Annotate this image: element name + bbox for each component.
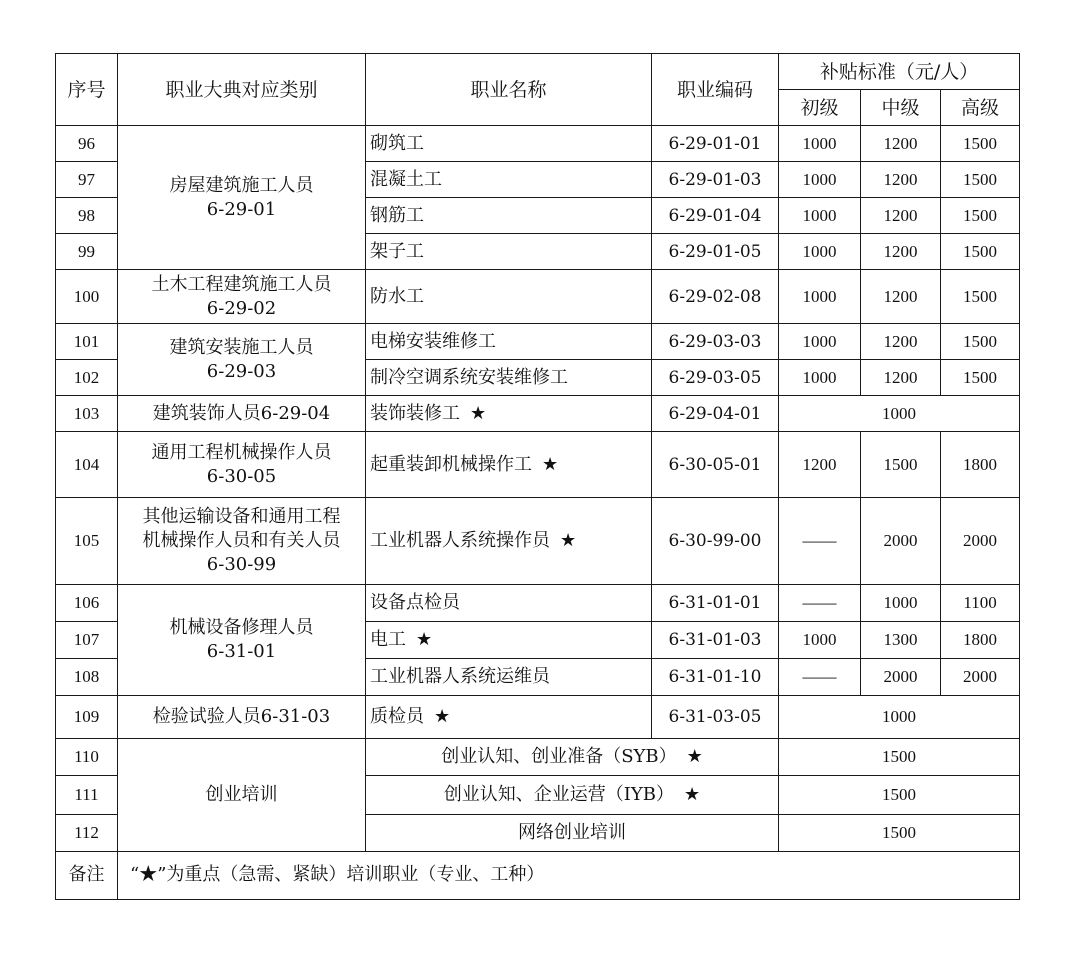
seq-cell: 98: [56, 198, 118, 234]
occupation-name: [366, 498, 652, 584]
category-label: 通用工程机械操作人员: [151, 441, 332, 463]
middle-value: 1200: [861, 360, 941, 396]
category-cell: 建筑装饰人员6-29-04: [118, 396, 366, 432]
middle-value: 1200: [861, 198, 941, 234]
header-seq: 序号: [56, 54, 118, 126]
header-subsidy: 补贴标准（元/人）: [779, 54, 1020, 90]
junior-value: 1000: [779, 198, 861, 234]
occupation-code: 6-29-01-03: [652, 162, 779, 198]
senior-value: 1500: [941, 234, 1020, 270]
training-name: [366, 775, 779, 814]
seq-cell: 105: [56, 498, 118, 584]
middle-value: 2000: [861, 498, 941, 584]
training-name: [366, 738, 779, 775]
seq-cell: 110: [56, 738, 118, 775]
junior-value: 1000: [779, 324, 861, 360]
senior-value: 1500: [941, 198, 1020, 234]
middle-value: 2000: [861, 658, 941, 695]
seq-cell: 107: [56, 621, 118, 658]
middle-value: 1200: [861, 234, 941, 270]
senior-value: 1500: [941, 162, 1020, 198]
junior-value: 1000: [779, 360, 861, 396]
note-label: 备注: [56, 851, 118, 899]
flat-subsidy-value: 1000: [779, 396, 1020, 432]
occupation-code: 6-31-01-03: [652, 621, 779, 658]
header-middle: 中级: [861, 90, 941, 126]
category-label-line2: 机械操作人员和有关人员: [142, 529, 341, 551]
flat-subsidy-value: 1000: [779, 695, 1020, 738]
category-label: 其他运输设备和通用工程: [142, 505, 341, 527]
category-code: 6-30-99: [206, 553, 277, 575]
occupation-label: 电工: [370, 628, 406, 650]
occupation-code: 6-29-03-05: [652, 360, 779, 396]
occupation-name: 工业机器人系统运维员: [366, 658, 652, 695]
occupation-name: [366, 621, 652, 658]
senior-value: 1500: [941, 360, 1020, 396]
seq-cell: 103: [56, 396, 118, 432]
star-icon: ★: [560, 529, 577, 551]
occupation-label: 质检员: [370, 705, 424, 727]
category-cell: [118, 324, 366, 396]
occupation-code: 6-29-04-01: [652, 396, 779, 432]
occupation-code: 6-30-05-01: [652, 432, 779, 498]
occupation-name: [366, 432, 652, 498]
training-label: 创业认知、创业准备（SYB）: [441, 745, 677, 767]
table-row: [56, 324, 1020, 360]
header-junior: 初级: [779, 90, 861, 126]
middle-value: 1000: [861, 584, 941, 621]
senior-value: 2000: [941, 658, 1020, 695]
occupation-name: 混凝土工: [366, 162, 652, 198]
category-code: 6-31-01: [206, 640, 277, 662]
occupation-label: 工业机器人系统操作员: [370, 529, 550, 551]
seq-cell: 101: [56, 324, 118, 360]
table-row: [56, 584, 1020, 621]
occupation-code: 6-29-01-05: [652, 234, 779, 270]
category-cell: [118, 432, 366, 498]
occupation-code: 6-29-01-04: [652, 198, 779, 234]
seq-cell: 96: [56, 126, 118, 162]
flat-subsidy-value: 1500: [779, 775, 1020, 814]
star-icon: ★: [434, 705, 451, 727]
category-cell: [118, 126, 366, 270]
category-label: 土木工程建筑施工人员: [151, 273, 332, 295]
middle-value: 1300: [861, 621, 941, 658]
category-code: 6-30-05: [206, 465, 277, 487]
star-icon: ★: [416, 628, 433, 650]
junior-value: ——: [779, 584, 861, 621]
middle-value: 1500: [861, 432, 941, 498]
subsidy-table: [55, 53, 1020, 900]
table-row: [56, 396, 1020, 432]
flat-subsidy-value: 1500: [779, 738, 1020, 775]
occupation-name: 制冷空调系统安装维修工: [366, 360, 652, 396]
occupation-name: 电梯安装维修工: [366, 324, 652, 360]
occupation-code: 6-29-01-01: [652, 126, 779, 162]
middle-value: 1200: [861, 270, 941, 324]
occupation-name: 防水工: [366, 270, 652, 324]
occupation-code: 6-31-01-10: [652, 658, 779, 695]
star-icon: ★: [686, 745, 703, 767]
star-icon: ★: [470, 402, 487, 424]
seq-cell: 99: [56, 234, 118, 270]
senior-value: 1100: [941, 584, 1020, 621]
senior-value: 2000: [941, 498, 1020, 584]
middle-value: 1200: [861, 324, 941, 360]
occupation-name: 钢筋工: [366, 198, 652, 234]
header-row: [56, 54, 1020, 90]
table-row: [56, 432, 1020, 498]
occupation-code: 6-30-99-00: [652, 498, 779, 584]
occupation-code: 6-29-03-03: [652, 324, 779, 360]
header-category: 职业大典对应类别: [118, 54, 366, 126]
occupation-label: 装饰装修工: [370, 402, 460, 424]
occupation-name: 砌筑工: [366, 126, 652, 162]
occupation-code: 6-31-03-05: [652, 695, 779, 738]
occupation-name: 设备点检员: [366, 584, 652, 621]
middle-value: 1200: [861, 162, 941, 198]
category-cell: 创业培训: [118, 738, 366, 851]
occupation-name: [366, 695, 652, 738]
category-code: 6-29-02: [206, 297, 277, 319]
occupation-name: 架子工: [366, 234, 652, 270]
seq-cell: 100: [56, 270, 118, 324]
category-cell: 检验试验人员6-31-03: [118, 695, 366, 738]
junior-value: 1000: [779, 234, 861, 270]
star-icon: ★: [542, 453, 559, 475]
senior-value: 1800: [941, 432, 1020, 498]
table-row: [56, 738, 1020, 775]
senior-value: 1800: [941, 621, 1020, 658]
occupation-name: [366, 396, 652, 432]
seq-cell: 109: [56, 695, 118, 738]
training-label: 创业认知、企业运营（IYB）: [443, 783, 675, 805]
junior-value: 1000: [779, 126, 861, 162]
junior-value: 1000: [779, 162, 861, 198]
category-cell: [118, 270, 366, 324]
training-name: 网络创业培训: [366, 814, 779, 851]
junior-value: 1000: [779, 270, 861, 324]
senior-value: 1500: [941, 126, 1020, 162]
table-row: [56, 695, 1020, 738]
seq-cell: 104: [56, 432, 118, 498]
middle-value: 1200: [861, 126, 941, 162]
seq-cell: 112: [56, 814, 118, 851]
header-name: 职业名称: [366, 54, 652, 126]
note-text: “★”为重点（急需、紧缺）培训职业（专业、工种）: [118, 851, 1020, 899]
occupation-label: 起重装卸机械操作工: [370, 453, 532, 475]
occupation-code: 6-29-02-08: [652, 270, 779, 324]
star-icon: ★: [684, 783, 701, 805]
flat-subsidy-value: 1500: [779, 814, 1020, 851]
header-code: 职业编码: [652, 54, 779, 126]
seq-cell: 97: [56, 162, 118, 198]
category-code: 6-29-03: [206, 360, 277, 382]
junior-value: 1200: [779, 432, 861, 498]
note-row: [56, 851, 1020, 899]
category-cell: [118, 584, 366, 695]
seq-cell: 106: [56, 584, 118, 621]
table-row: [56, 498, 1020, 584]
table-row: [56, 126, 1020, 162]
junior-value: 1000: [779, 621, 861, 658]
seq-cell: 108: [56, 658, 118, 695]
seq-cell: 102: [56, 360, 118, 396]
junior-value: ——: [779, 498, 861, 584]
category-cell: [118, 498, 366, 584]
senior-value: 1500: [941, 324, 1020, 360]
category-label: 建筑安装施工人员: [169, 336, 314, 358]
junior-value: ——: [779, 658, 861, 695]
occupation-code: 6-31-01-01: [652, 584, 779, 621]
header-senior: 高级: [941, 90, 1020, 126]
category-label: 房屋建筑施工人员: [169, 174, 314, 196]
senior-value: 1500: [941, 270, 1020, 324]
seq-cell: 111: [56, 775, 118, 814]
table-row: [56, 270, 1020, 324]
category-label: 机械设备修理人员: [169, 616, 314, 638]
category-code: 6-29-01: [206, 198, 277, 220]
